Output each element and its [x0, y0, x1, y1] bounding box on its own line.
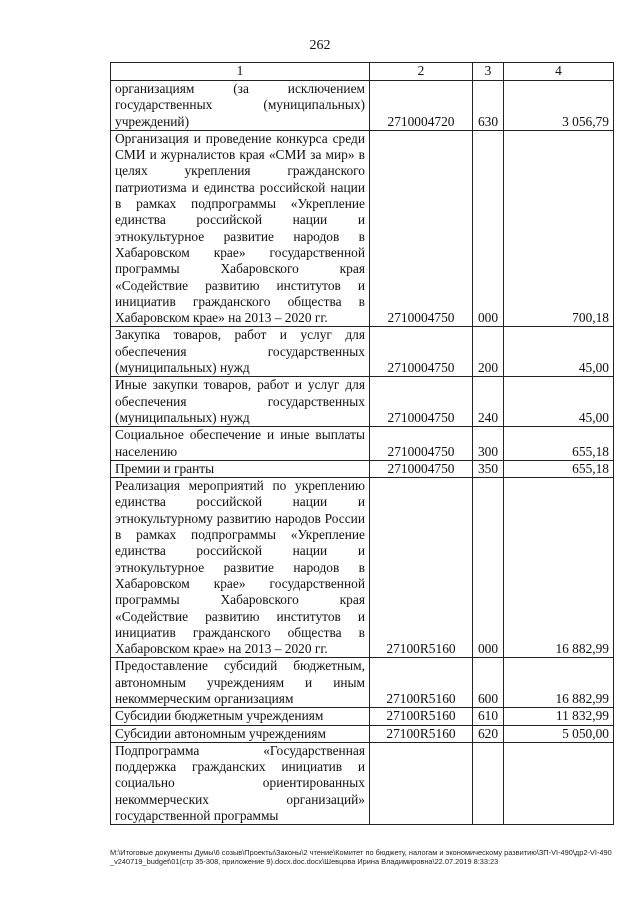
row-code: 27100R5160 — [370, 725, 473, 742]
row-amount: 700,18 — [504, 130, 614, 327]
column-header-3: 3 — [473, 63, 504, 81]
row-amount: 16 882,99 — [504, 658, 614, 708]
table-row — [111, 460, 614, 477]
row-name: Реализация мероприятий по укреплению единства российской нации и этнокультурному развитию народов России в рамках подпрограммы «Укрепление единства российской нации и этнокультурное развитие народов в Хабаровском крае» государственной программы Хабаровского края «Содействие развитию институтов и инициатив гражданского общества в Хабаровском крае» на 2013 – 2020 гг. — [111, 478, 370, 658]
row-amount — [504, 742, 614, 824]
row-name: организациям (за исключением государственных (муниципальных) учреждений) — [111, 81, 370, 131]
row-type: 200 — [473, 327, 504, 377]
row-name: Субсидии автономным учреждениям — [111, 725, 370, 742]
table-row — [111, 658, 614, 708]
column-header-4: 4 — [504, 63, 614, 81]
page-number: 262 — [309, 38, 331, 53]
table-row — [111, 742, 614, 824]
row-name: Подпрограмма «Государственная поддержка гражданских инициатив и социально ориентированных некоммерческих организаций» государственной программы — [111, 742, 370, 824]
row-type: 600 — [473, 658, 504, 708]
row-name: Премии и гранты — [111, 460, 370, 477]
table-header-row — [111, 63, 614, 81]
row-amount: 5 050,00 — [504, 725, 614, 742]
table-row — [111, 130, 614, 327]
row-amount: 655,18 — [504, 427, 614, 461]
row-amount: 11 832,99 — [504, 708, 614, 725]
row-amount: 3 056,79 — [504, 81, 614, 131]
column-header-1: 1 — [111, 63, 370, 81]
row-code: 2710004750 — [370, 377, 473, 427]
row-type: 620 — [473, 725, 504, 742]
row-code: 2710004750 — [370, 427, 473, 461]
column-header-2: 2 — [370, 63, 473, 81]
row-code: 2710004750 — [370, 130, 473, 327]
table-row — [111, 81, 614, 131]
table-row — [111, 377, 614, 427]
row-name: Организация и проведение конкурса среди СМИ и журналистов края «СМИ за мир» в целях укрепления гражданского патриотизма и единства российской нации в рамках подпрограммы «Укрепление единства российской нации и этнокультурное развитие народов в Хабаровском крае» государственной программы Хабаровского края «Содействие развитию институтов и инициатив гражданского общества в Хабаровском крае» на 2013 – 2020 гг. — [111, 130, 370, 327]
row-type: 000 — [473, 130, 504, 327]
row-name: Предоставление субсидий бюджетным, автономным учреждениям и иным некоммерческим организациям — [111, 658, 370, 708]
row-type: 610 — [473, 708, 504, 725]
row-code: 2710004750 — [370, 327, 473, 377]
row-type: 300 — [473, 427, 504, 461]
row-name: Закупка товаров, работ и услуг для обеспечения государственных (муниципальных) нужд — [111, 327, 370, 377]
footer-file-path: M:\Итоговые документы Думы\6 созыв\Проекты\Законы\2 чтение\Комитет по бюджету, налогам и экономическому развитию\ЗП-VI-490\др2-VI-490_v240719_budget\01(стр 35-308, приложение 9).docx.doc.docx\Шевцова Ирина Владимировна\22.07.2019 8:33:23 — [110, 848, 612, 866]
row-name: Социальное обеспечение и иные выплаты населению — [111, 427, 370, 461]
row-code: 27100R5160 — [370, 658, 473, 708]
row-code: 2710004720 — [370, 81, 473, 131]
row-code — [370, 742, 473, 824]
row-type: 240 — [473, 377, 504, 427]
row-amount: 655,18 — [504, 460, 614, 477]
budget-table — [110, 62, 614, 825]
row-code: 27100R5160 — [370, 708, 473, 725]
row-name: Субсидии бюджетным учреждениям — [111, 708, 370, 725]
table-row — [111, 725, 614, 742]
row-amount: 16 882,99 — [504, 478, 614, 658]
table-row — [111, 327, 614, 377]
row-type — [473, 742, 504, 824]
row-code: 27100R5160 — [370, 478, 473, 658]
row-amount: 45,00 — [504, 327, 614, 377]
row-type: 000 — [473, 478, 504, 658]
table-row — [111, 478, 614, 658]
table-row — [111, 427, 614, 461]
row-type: 350 — [473, 460, 504, 477]
row-amount: 45,00 — [504, 377, 614, 427]
row-name: Иные закупки товаров, работ и услуг для обеспечения государственных (муниципальных) нужд — [111, 377, 370, 427]
table-row — [111, 708, 614, 725]
row-type: 630 — [473, 81, 504, 131]
row-code: 2710004750 — [370, 460, 473, 477]
